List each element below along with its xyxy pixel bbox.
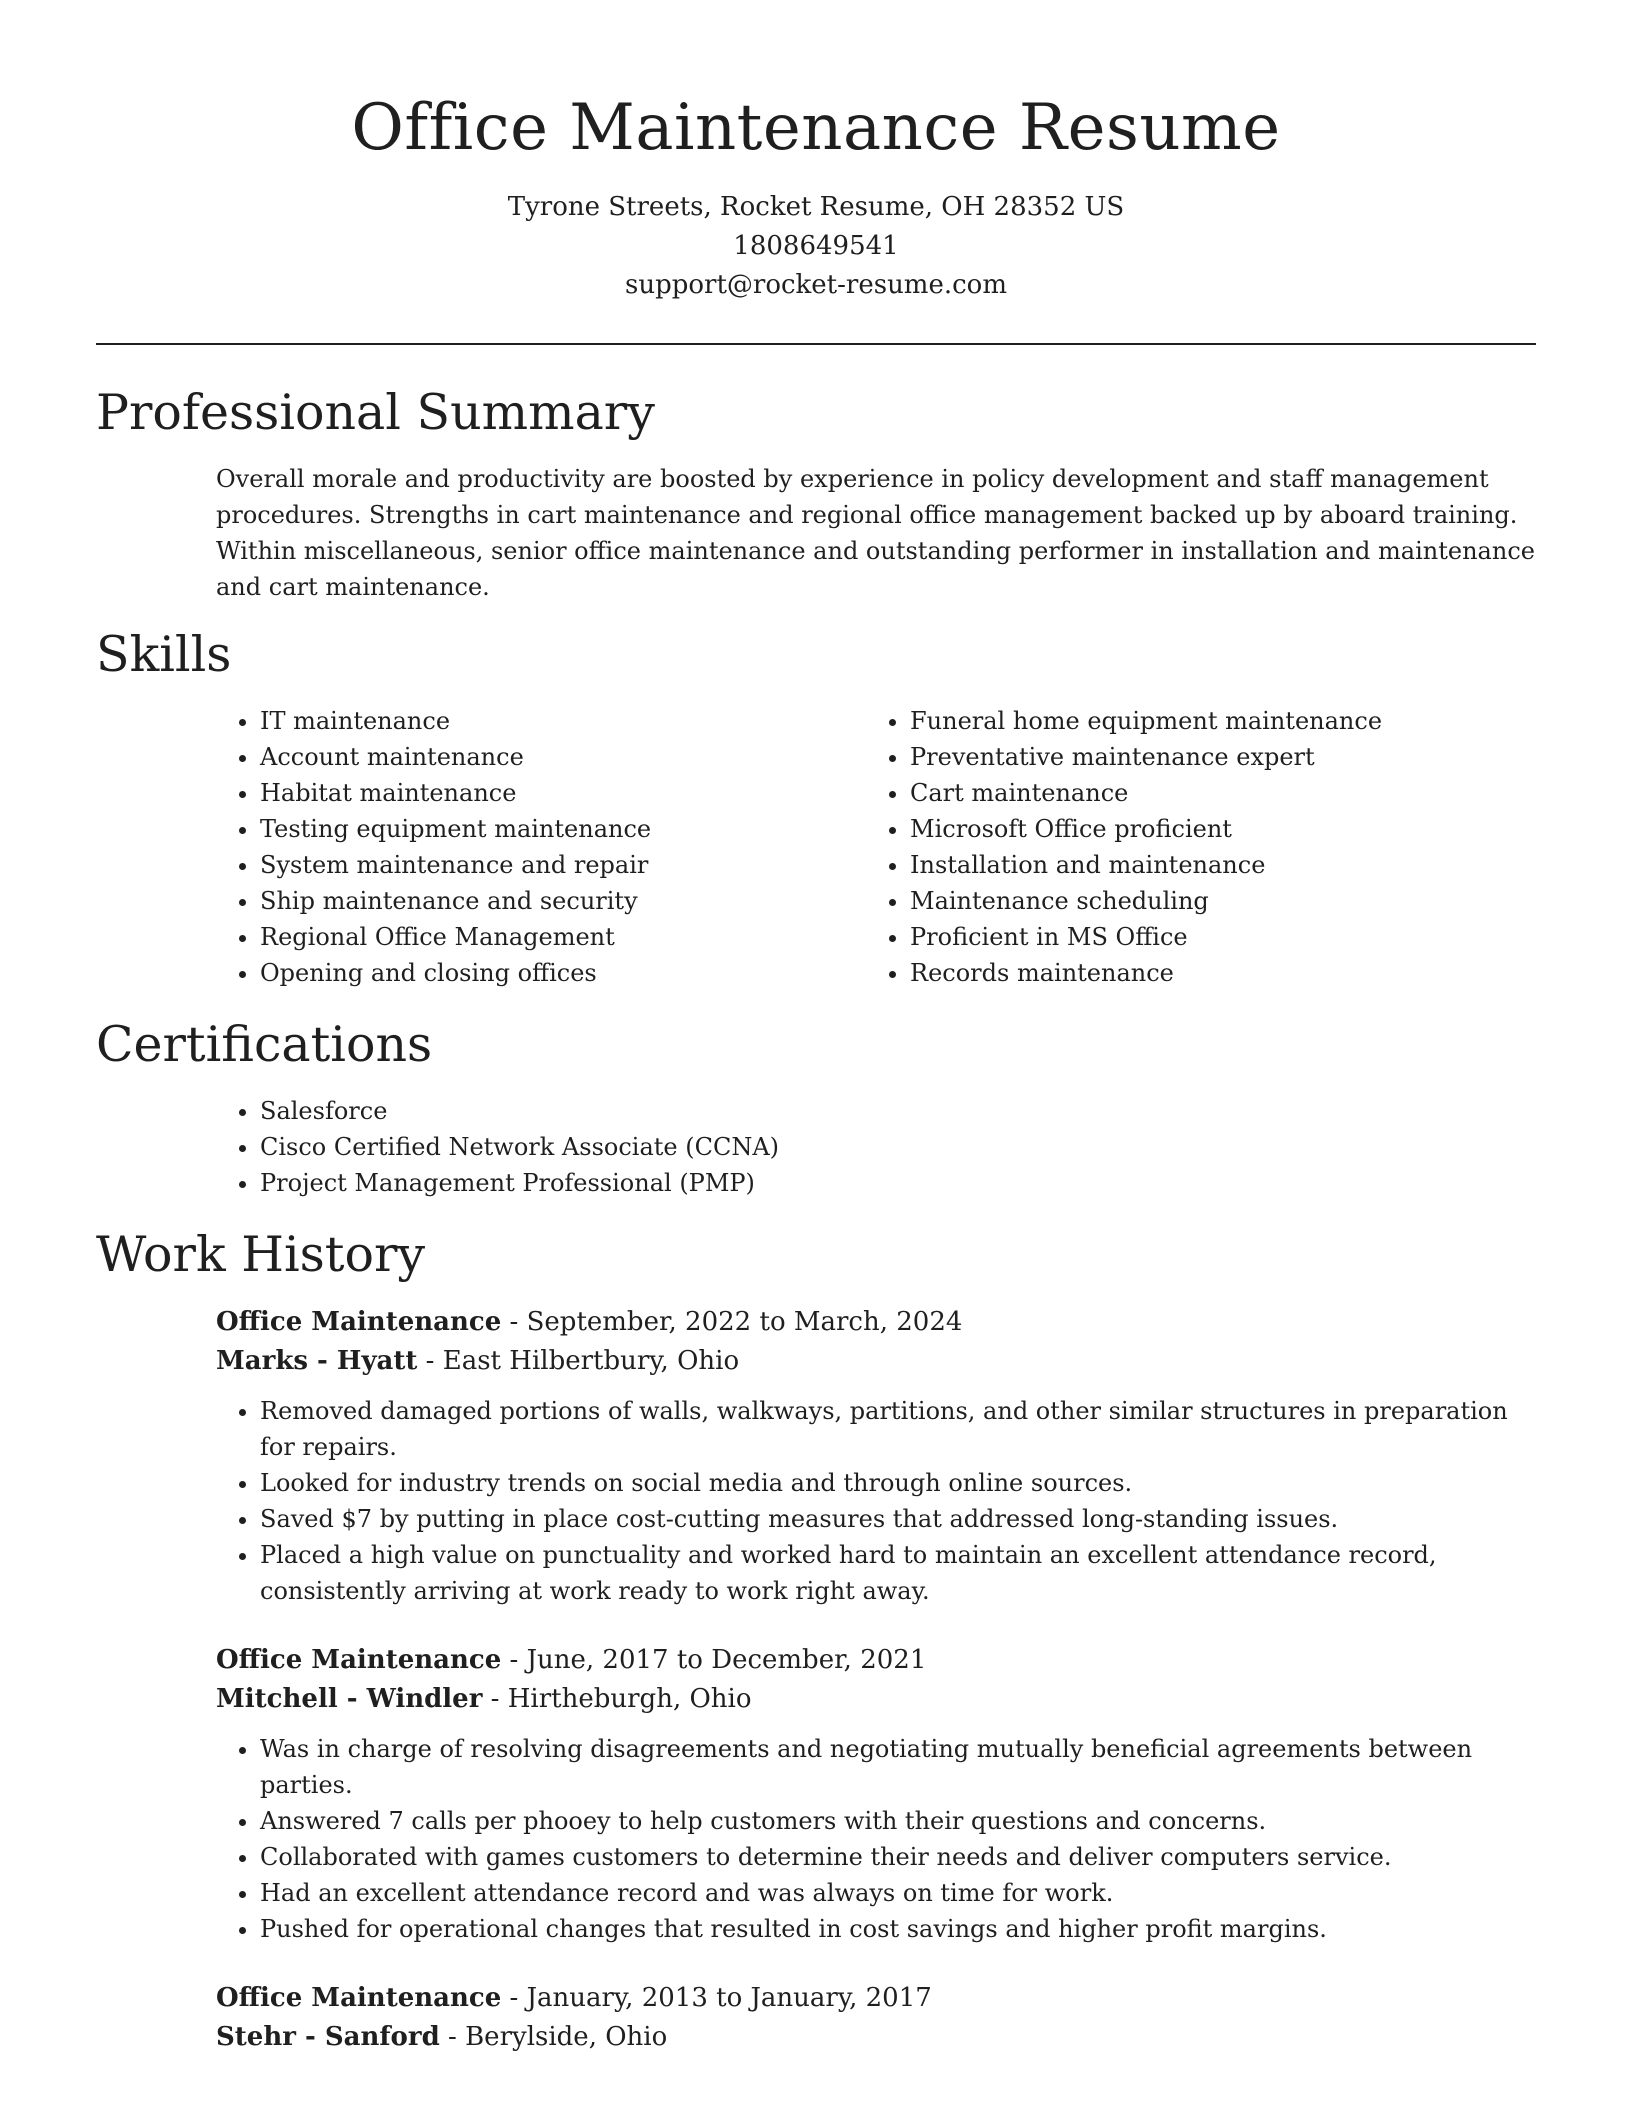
skill-item: • Proficient in MS Office <box>910 919 1516 955</box>
skills-heading: Skills <box>96 626 232 683</box>
job-bullet: • Looked for industry trends on social media and through online sources. <box>260 1465 1536 1501</box>
skill-item: • Preventative maintenance expert <box>910 739 1516 775</box>
skill-item: • Installation and maintenance <box>910 847 1516 883</box>
job-location: - Berylside, Ohio <box>439 2022 668 2052</box>
job-company: Marks - Hyatt <box>216 1346 418 1376</box>
skill-item: • Habitat maintenance <box>260 775 866 811</box>
job-entry <box>216 1641 1536 1947</box>
skills-column-left <box>216 703 866 991</box>
job-title-line <box>216 1979 1536 2018</box>
job-bullet: • Removed damaged portions of walls, walkways, partitions, and other similar structures in preparation for repairs. <box>260 1393 1536 1465</box>
skill-item: • Records maintenance <box>910 955 1516 991</box>
contact-address: Tyrone Streets, Rocket Resume, OH 28352 US <box>507 192 1125 222</box>
skill-item: • Regional Office Management <box>260 919 866 955</box>
job-company-line <box>216 1680 1536 1719</box>
skill-item: • Cart maintenance <box>910 775 1516 811</box>
certification-item: • Salesforce <box>260 1093 1536 1129</box>
job-location: - East Hilbertbury, Ohio <box>417 1346 740 1376</box>
certifications-section <box>96 1015 1536 1201</box>
job-bullet: • Collaborated with games customers to determine their needs and deliver computers service. <box>260 1839 1536 1875</box>
skill-item: • Ship maintenance and security <box>260 883 866 919</box>
job-role: Office Maintenance <box>216 1645 502 1675</box>
resume-page <box>96 0 1536 2089</box>
job-bullet: • Had an excellent attendance record and was always on time for work. <box>260 1875 1536 1911</box>
work-history-section <box>96 1225 1536 2057</box>
contact-email: support@rocket-resume.com <box>624 270 1007 300</box>
certifications-heading: Certifications <box>96 1016 433 1073</box>
certification-item: • Project Management Professional (PMP) <box>260 1165 1536 1201</box>
job-company: Mitchell - Windler <box>216 1684 483 1714</box>
contact-phone: 1808649541 <box>733 231 899 261</box>
job-bullet: • Placed a high value on punctuality and worked hard to maintain an excellent attendance record, consistently arriving at work ready to work right away. <box>260 1537 1536 1609</box>
certification-item: • Cisco Certified Network Associate (CCNA) <box>260 1129 1536 1165</box>
skill-item: • Funeral home equipment maintenance <box>910 703 1516 739</box>
job-company: Stehr - Sanford <box>216 2022 440 2052</box>
resume-title: Office Maintenance Resume <box>351 91 1281 165</box>
work-history-heading: Work History <box>96 1226 426 1283</box>
skill-item: • Maintenance scheduling <box>910 883 1516 919</box>
skill-item: • Testing equipment maintenance <box>260 811 866 847</box>
summary-heading: Professional Summary <box>96 384 655 441</box>
job-bullet: • Was in charge of resolving disagreements and negotiating mutually beneficial agreements between parties. <box>260 1731 1536 1803</box>
job-entry <box>216 1303 1536 1609</box>
skills-section <box>96 625 1536 991</box>
job-dates: - June, 2017 to December, 2021 <box>501 1645 927 1675</box>
skill-item: • IT maintenance <box>260 703 866 739</box>
job-title-line <box>216 1303 1536 1342</box>
job-bullet: • Answered 7 calls per phooey to help customers with their questions and concerns. <box>260 1803 1536 1839</box>
skills-column-right <box>866 703 1516 991</box>
skill-item: • Account maintenance <box>260 739 866 775</box>
job-bullet: • Saved $7 by putting in place cost-cutting measures that addressed long-standing issues. <box>260 1501 1536 1537</box>
resume-header <box>96 0 1536 305</box>
job-role: Office Maintenance <box>216 1983 502 2013</box>
job-location: - Hirtheburgh, Ohio <box>482 1684 752 1714</box>
job-dates: - January, 2013 to January, 2017 <box>501 1983 932 2013</box>
job-bullet: • Pushed for operational changes that resulted in cost savings and higher profit margins. <box>260 1911 1536 1947</box>
job-role: Office Maintenance <box>216 1307 502 1337</box>
skill-item: • Opening and closing offices <box>260 955 866 991</box>
skill-item: • System maintenance and repair <box>260 847 866 883</box>
job-entry <box>216 1979 1536 2057</box>
job-dates: - September, 2022 to March, 2024 <box>501 1307 963 1337</box>
job-title-line <box>216 1641 1536 1680</box>
skill-item: • Microsoft Office proficient <box>910 811 1516 847</box>
summary-text: Overall morale and productivity are boosted by experience in policy development and staff management procedures. Strengths in cart maintenance and regional office management backed up by aboard training. Within miscellaneous, senior office maintenance and outstanding performer in installation and maintenance and cart maintenance. <box>216 465 1535 601</box>
job-company-line <box>216 1342 1536 1381</box>
header-divider <box>96 343 1536 345</box>
summary-section <box>96 383 1536 605</box>
job-company-line <box>216 2018 1536 2057</box>
